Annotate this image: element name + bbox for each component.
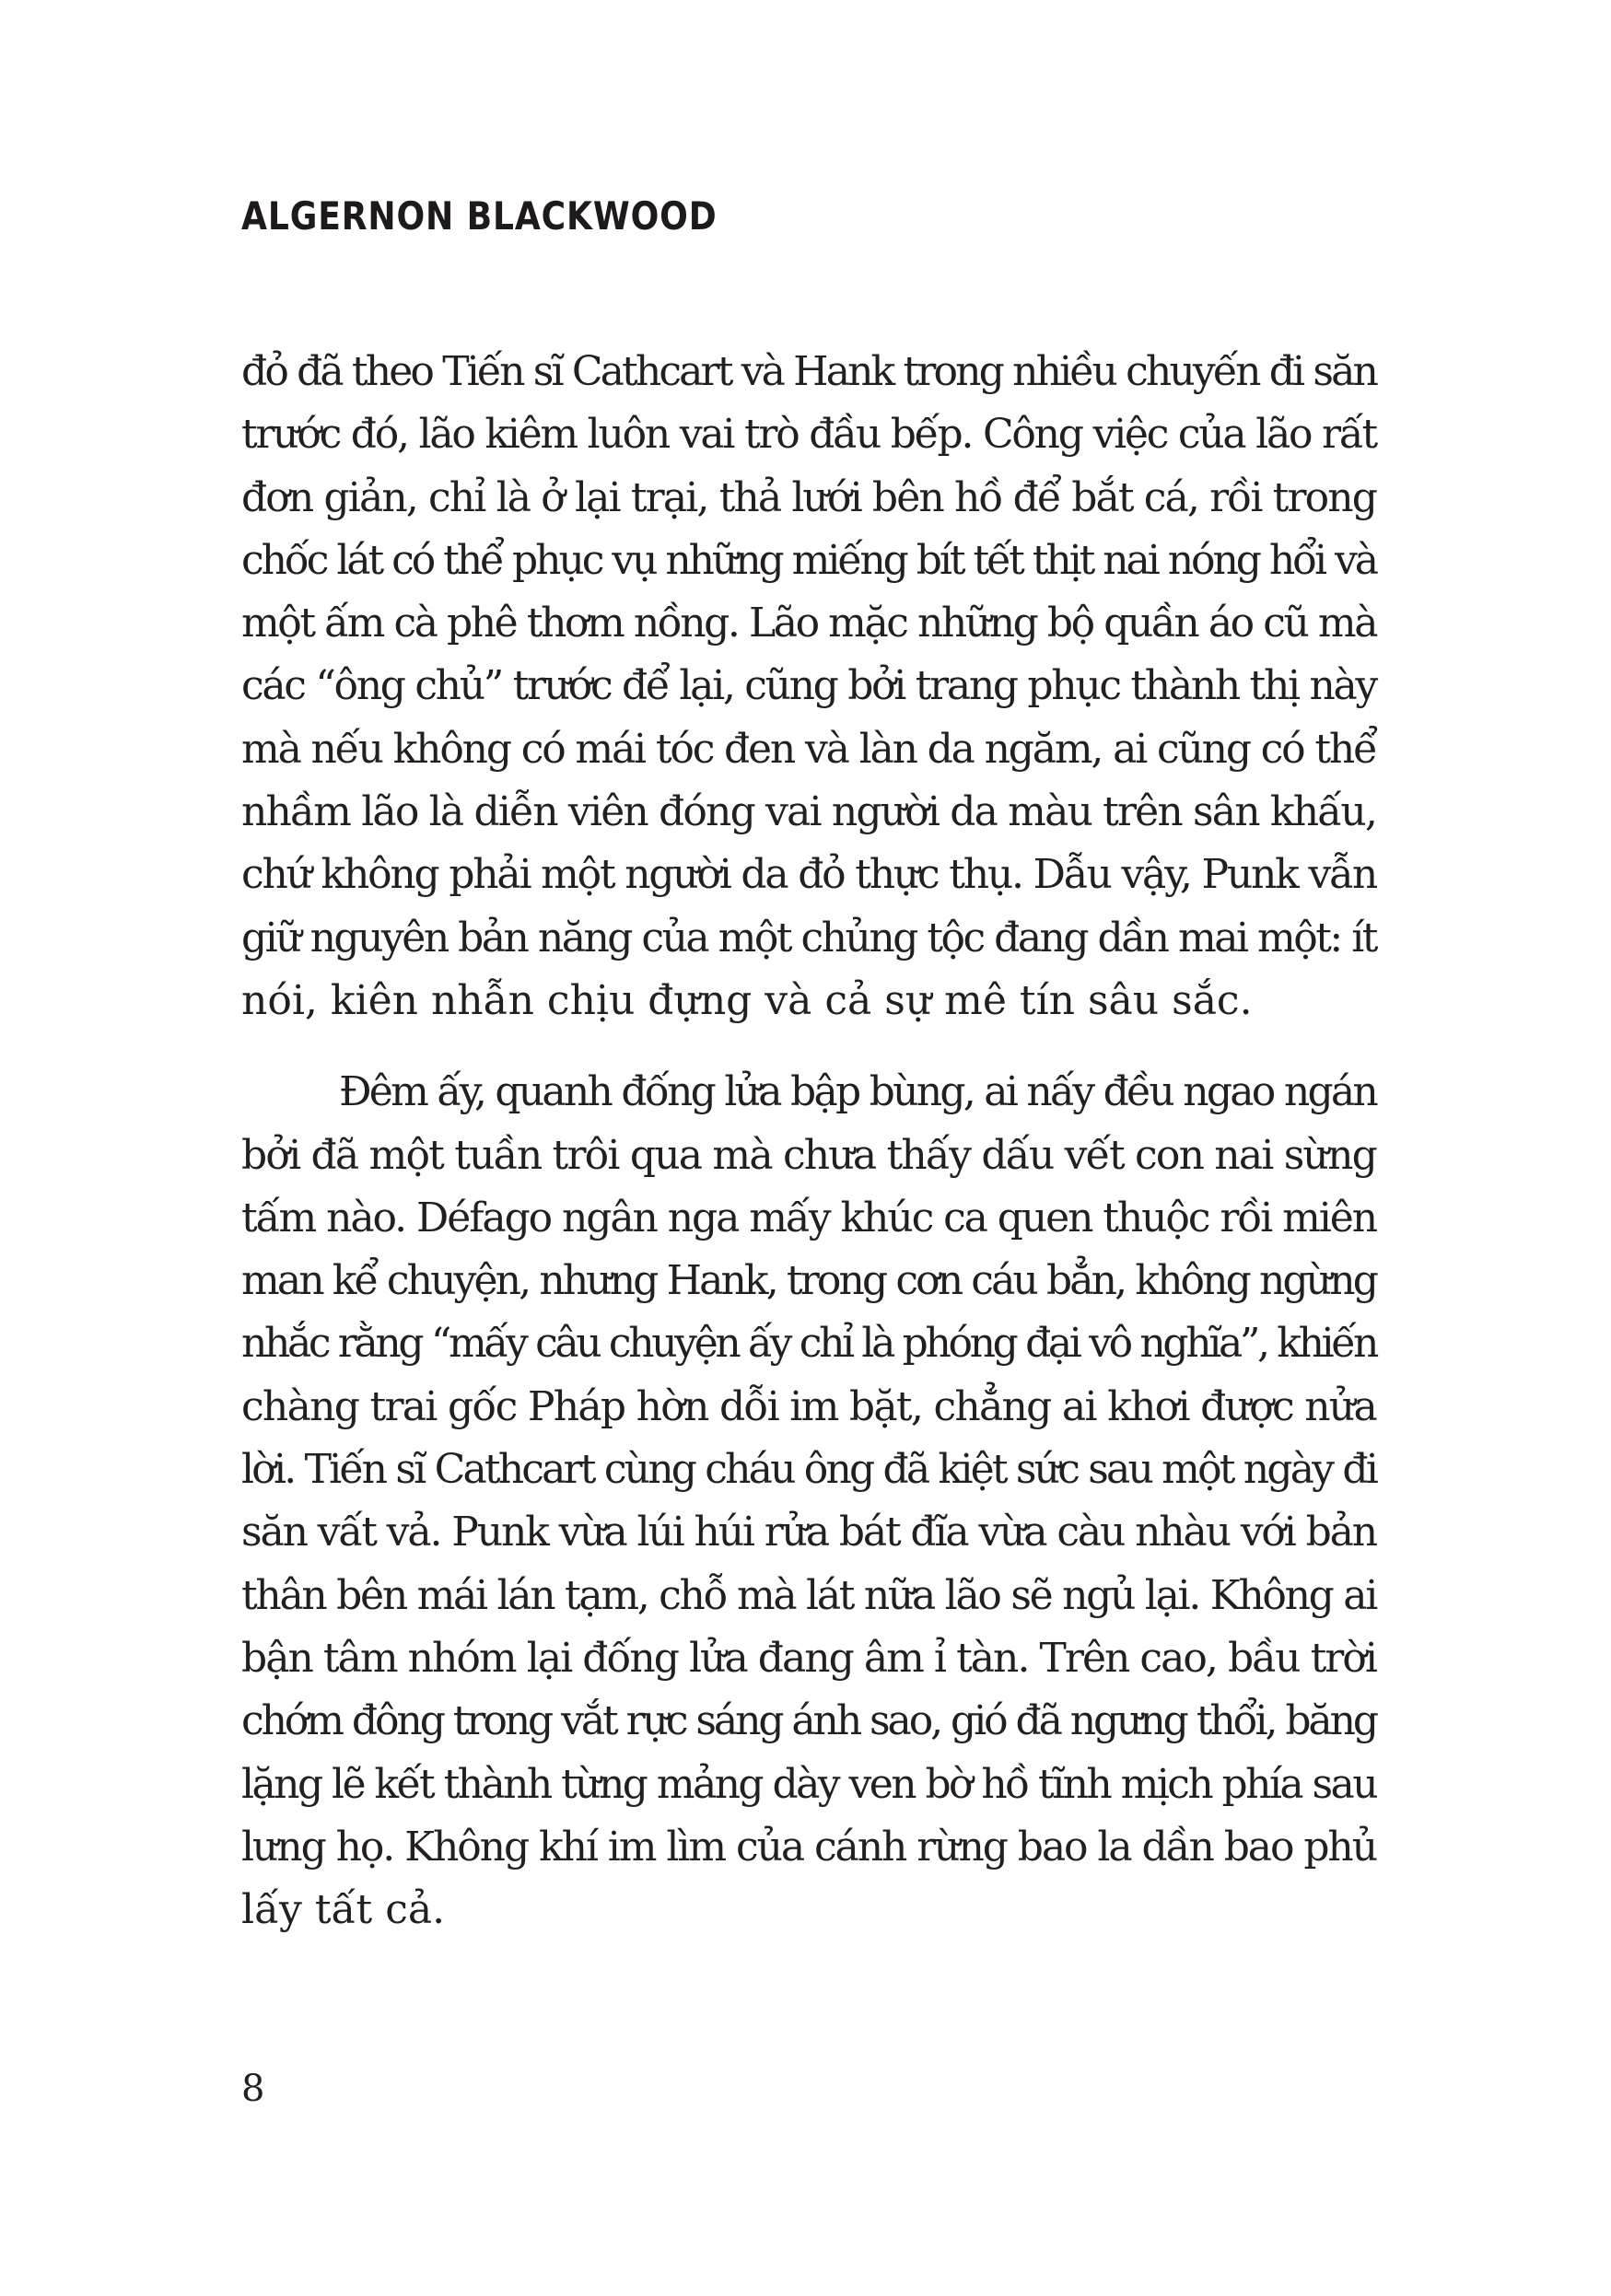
text-line: thân bên mái lán tạm, chỗ mà lát nữa lão sẽ ngủ lại. Không ai [241,1571,1376,1619]
text-line: chốc lát có thể phục vụ những miếng bít tết thịt nai nóng hổi và [241,536,1376,584]
text-line: nhầm lão là diễn viên đóng vai người da màu trên sân khấu, [241,788,1376,836]
text-line: đơn giản, chỉ là ở lại trại, thả lưới bên hồ để bắt cá, rồi trong [241,473,1376,521]
text-line: nhắc rằng “mấy câu chuyện ấy chỉ là phóng đại vô nghĩa”, khiến [241,1320,1376,1368]
text-line: chàng trai gốc Pháp hờn dỗi im bặt, chẳng ai khơi được nửa [241,1382,1376,1430]
text-line: một ấm cà phê thơm nồng. Lão mặc những bộ quần áo cũ mà [241,600,1376,647]
text-line: lưng họ. Không khí im lìm của cánh rừng bao la dần bao phủ [241,1823,1376,1871]
paragraph-2 [241,1061,1376,1941]
paragraph-1 [241,341,1376,1032]
text-line: nói, kiên nhẫn chịu đựng và cả sự mê tín sâu sắc. [241,976,1253,1024]
running-header-author: ALGERNON BLACKWOOD [241,193,718,239]
paragraph-gap [241,1032,1376,1061]
text-line: mà nếu không có mái tóc đen và làn da ngăm, ai cũng có thể [241,725,1376,773]
text-line: lặng lẽ kết thành từng mảng dày ven bờ hồ tĩnh mịch phía sau [241,1760,1376,1808]
text-line: đỏ đã theo Tiến sĩ Cathcart và Hank trong nhiều chuyến đi săn [241,348,1376,395]
page-number: 8 [241,2068,265,2110]
text-line: man kể chuyện, nhưng Hank, trong cơn cáu bẳn, không ngừng [241,1257,1376,1305]
text-line: săn vất vả. Punk vừa lúi húi rửa bát đĩa vừa càu nhàu với bản [241,1509,1376,1556]
text-line: tấm nào. Défago ngân nga mấy khúc ca quen thuộc rồi miên [241,1194,1376,1241]
text-line: các “ông chủ” trước để lại, cũng bởi trang phục thành thị này [241,662,1376,710]
text-line: trước đó, lão kiêm luôn vai trò đầu bếp. Công việc của lão rất [241,411,1377,459]
text-line: Đêm ấy, quanh đống lửa bập bùng, ai nấy đều ngao ngán [339,1068,1376,1116]
text-line: lời. Tiến sĩ Cathcart cùng cháu ông đã kiệt sức sau một ngày đi [241,1446,1376,1494]
text-line: chứ không phải một người da đỏ thực thụ. Dẫu vậy, Punk vẫn [241,851,1376,899]
text-line: lấy tất cả. [241,1886,446,1934]
text-line: bởi đã một tuần trôi qua mà chưa thấy dấu vết con nai sừng [241,1131,1376,1179]
text-line: giữ nguyên bản năng của một chủng tộc đang dần mai một: ít [241,914,1376,962]
text-line: chớm đông trong vắt rực sáng ánh sao, gió đã ngưng thổi, băng [241,1697,1376,1745]
text-line: bận tâm nhóm lại đống lửa đang âm ỉ tàn. Trên cao, bầu trời [241,1634,1376,1682]
body-text [241,341,1376,1941]
